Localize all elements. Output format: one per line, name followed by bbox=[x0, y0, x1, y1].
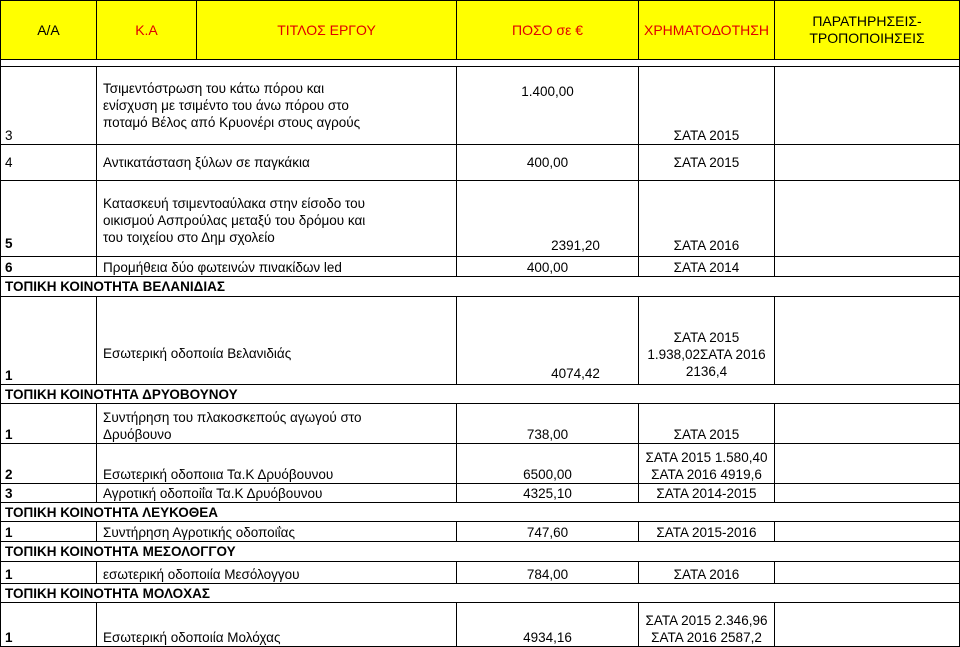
row-funding: ΣΑΤΑ 2014 bbox=[639, 257, 775, 277]
funding-line: 1.938,02ΣΑΤΑ 2016 bbox=[647, 347, 766, 362]
funding-line: ΣΑΤΑ 2015 bbox=[673, 330, 740, 345]
row-remarks bbox=[775, 67, 960, 145]
row-remarks bbox=[775, 404, 960, 444]
row-title bbox=[97, 181, 457, 257]
table-row bbox=[1, 562, 960, 584]
row-aa: 3 bbox=[1, 67, 97, 145]
row-remarks bbox=[775, 562, 960, 584]
row-title: Προμήθεια δύο φωτεινών πινακίδων led bbox=[97, 257, 457, 277]
header-row bbox=[1, 1, 960, 60]
row-title: Εσωτερική οδοποιια Τα.Κ Δρυόβουνου bbox=[97, 444, 457, 484]
section-row bbox=[1, 503, 960, 522]
row-funding bbox=[639, 444, 775, 484]
row-aa: 1 bbox=[1, 404, 97, 444]
section-title: ΤΟΠΙΚΗ ΚΟΙΝΟΤΗΤΑ ΜΟΛΟΧΑΣ bbox=[1, 584, 457, 603]
row-aa: 1 bbox=[1, 562, 97, 584]
row-title: Αγροτική οδοποiΐα Τα.Κ Δρυόβουνου bbox=[97, 484, 457, 503]
row-title: Εσωτερική οδοποιία Μολόχας bbox=[97, 603, 457, 647]
row-aa: 1 bbox=[1, 603, 97, 647]
row-title-line: ποταμό Βέλος από Κρυονέρι στους αγρούς bbox=[103, 115, 361, 130]
row-amount: 1.400,00 bbox=[457, 67, 639, 145]
row-title-line: Δρυόβουνο bbox=[103, 427, 172, 442]
row-title-line: Κατασκευή τσιμεντοαύλακα στην είσοδο του bbox=[103, 196, 366, 211]
header-amount: ΠΟΣΟ σε € bbox=[457, 1, 639, 60]
table-row bbox=[1, 67, 960, 145]
row-funding: ΣΑΤΑ 2016 bbox=[639, 562, 775, 584]
section-title: ΤΟΠΙΚΗ ΚΟΙΝΟΤΗΤΑ ΜΕΣΟΛΟΓΓΟΥ bbox=[1, 542, 457, 562]
table-row bbox=[1, 522, 960, 542]
row-amount: 738,00 bbox=[457, 404, 639, 444]
row-title: εσωτερική οδοποιία Μεσόλογγου bbox=[97, 562, 457, 584]
section-row bbox=[1, 584, 960, 603]
row-funding: ΣΑΤΑ 2015 bbox=[639, 145, 775, 181]
row-remarks bbox=[775, 522, 960, 542]
row-remarks bbox=[775, 145, 960, 181]
row-amount: 4934,16 bbox=[457, 603, 639, 647]
header-title: ΤΙΤΛΟΣ ΕΡΓΟΥ bbox=[197, 1, 457, 60]
row-aa: 1 bbox=[1, 297, 97, 385]
table-row bbox=[1, 181, 960, 257]
row-funding: ΣΑΤΑ 2014-2015 bbox=[639, 484, 775, 503]
row-aa: 3 bbox=[1, 484, 97, 503]
row-title-line: οικισμού Ασπρούλας μεταξύ του δρόμου και bbox=[103, 213, 366, 228]
table-row bbox=[1, 444, 960, 484]
header-ka: Κ.Α bbox=[97, 1, 197, 60]
section-row bbox=[1, 277, 960, 297]
row-title bbox=[97, 404, 457, 444]
row-title-line: ενίσχυση με τσιμέντο του άνω πόρου στο bbox=[103, 98, 349, 113]
funding-line: ΣΑΤΑ 2016 4919,6 bbox=[651, 467, 762, 482]
section-row bbox=[1, 542, 960, 562]
row-funding bbox=[639, 297, 775, 385]
row-amount: 6500,00 bbox=[457, 444, 639, 484]
row-remarks bbox=[775, 603, 960, 647]
table-row bbox=[1, 603, 960, 647]
row-aa: 2 bbox=[1, 444, 97, 484]
row-amount: 4325,10 bbox=[457, 484, 639, 503]
row-title-line: Συντήρηση του πλακοσκεπούς αγωγού στο bbox=[103, 410, 362, 425]
funding-line: ΣΑΤΑ 2015 2.346,96 bbox=[645, 613, 768, 628]
header-funding: ΧΡΗΜΑΤΟΔΟΤΗΣΗ bbox=[639, 1, 775, 60]
row-funding: ΣΑΤΑ 2015-2016 bbox=[639, 522, 775, 542]
row-title bbox=[97, 67, 457, 145]
row-title-line: του τοιχείου στο Δημ σχολείο bbox=[103, 230, 275, 245]
table-row bbox=[1, 145, 960, 181]
row-funding: ΣΑΤΑ 2015 bbox=[639, 67, 775, 145]
row-amount: 747,60 bbox=[457, 522, 639, 542]
row-title: Εσωτερική οδοποιία Βελανιδιάς bbox=[97, 297, 457, 385]
row-funding bbox=[639, 603, 775, 647]
funding-line: ΣΑΤΑ 2015 1.580,40 bbox=[645, 450, 768, 465]
row-amount: 400,00 bbox=[457, 145, 639, 181]
section-title: ΤΟΠΙΚΗ ΚΟΙΝΟΤΗΤΑ ΔΡΥΟΒΟΥΝΟΥ bbox=[1, 385, 457, 404]
section-title: ΤΟΠΙΚΗ ΚΟΙΝΟΤΗΤΑ ΒΕΛΑΝΙΔΙΑΣ bbox=[1, 277, 457, 297]
row-remarks bbox=[775, 297, 960, 385]
row-remarks bbox=[775, 444, 960, 484]
section-title: ΤΟΠΙΚΗ ΚΟΙΝΟΤΗΤΑ ΛΕΥΚΟΘΕΑ bbox=[1, 503, 457, 522]
header-remarks: ΠΑΡΑΤΗΡΗΣΕΙΣ-ΤΡΟΠΟΠΟΙΗΣΕΙΣ bbox=[775, 1, 960, 60]
table-row bbox=[1, 484, 960, 503]
header-aa: Α/Α bbox=[1, 1, 97, 60]
row-amount: 4074,42 bbox=[457, 297, 639, 385]
section-row bbox=[1, 385, 960, 404]
funding-line: ΣΑΤΑ 2016 2587,2 bbox=[651, 630, 762, 645]
row-title: Συντήρηση Αγροτικής οδοποιΐας bbox=[97, 522, 457, 542]
row-title: Αντικατάσταση ξύλων σε παγκάκια bbox=[97, 145, 457, 181]
row-remarks bbox=[775, 181, 960, 257]
table-row bbox=[1, 257, 960, 277]
row-amount: 400,00 bbox=[457, 257, 639, 277]
row-amount: 784,00 bbox=[457, 562, 639, 584]
row-funding: ΣΑΤΑ 2015 bbox=[639, 404, 775, 444]
row-funding: ΣΑΤΑ 2016 bbox=[639, 181, 775, 257]
row-aa: 6 bbox=[1, 257, 97, 277]
funding-line: 2136,4 bbox=[685, 364, 728, 379]
row-aa: 5 bbox=[1, 181, 97, 257]
row-title-line: Τσιμεντόστρωση του κάτω πόρου και bbox=[103, 81, 325, 96]
table-row bbox=[1, 404, 960, 444]
row-amount: 2391,20 bbox=[457, 181, 639, 257]
row-aa: 4 bbox=[1, 145, 97, 181]
spacer-row bbox=[1, 60, 960, 67]
row-remarks bbox=[775, 257, 960, 277]
row-aa: 1 bbox=[1, 522, 97, 542]
row-remarks bbox=[775, 484, 960, 503]
table-row bbox=[1, 297, 960, 385]
